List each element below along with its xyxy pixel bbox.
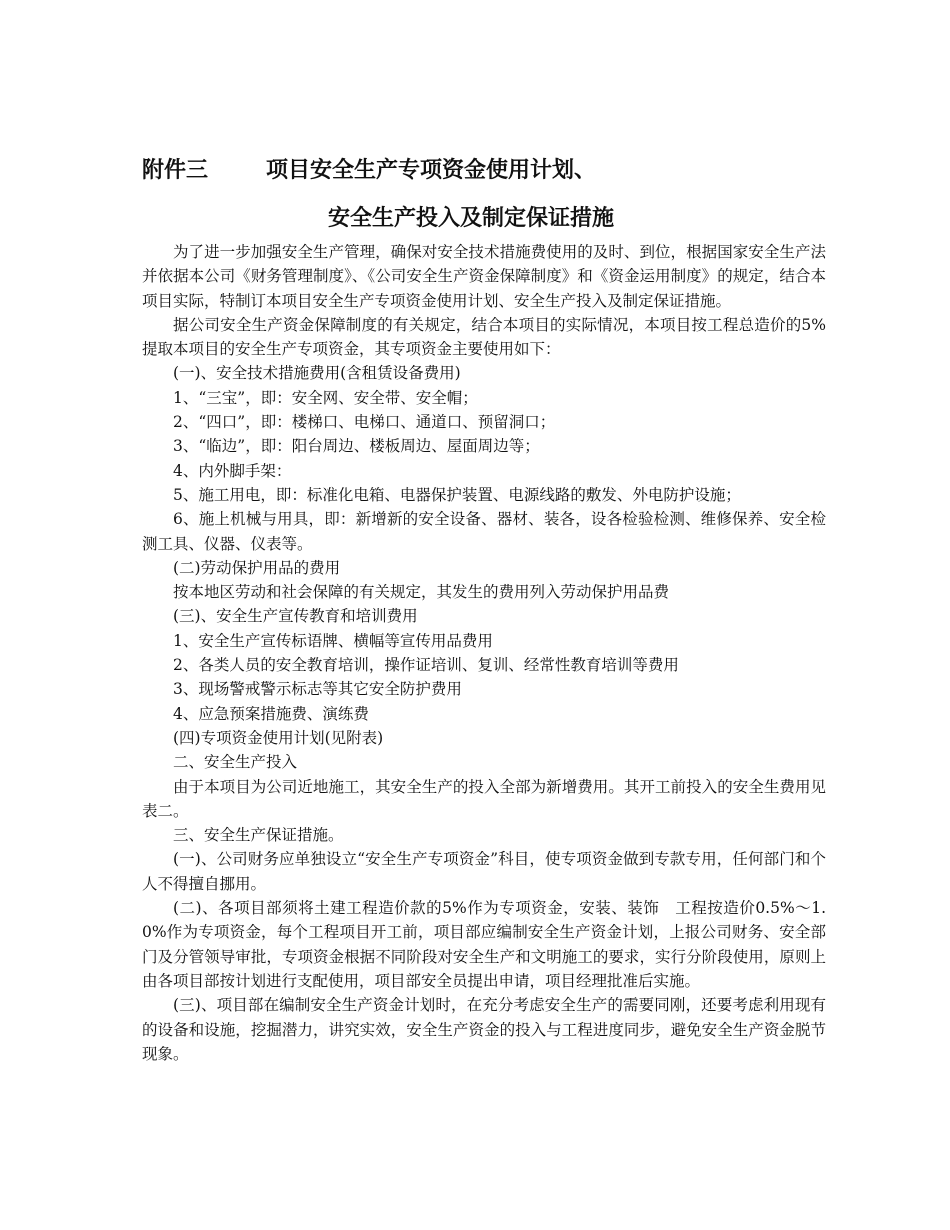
title-line-1: 项目安全生产专项资金使用计划、 bbox=[266, 158, 597, 183]
list-item: 6、施上机械与用具，即：新增新的安全设备、器材、装各，设各检验检测、维修保养、安全检测工具、仪器、仪表等。 bbox=[142, 510, 826, 553]
paragraph-funding-basis: 据公司安全生产资金保障制度的有关规定，结合本项目的实际情况，本项目按工程总造价的5%提取本项目的安全生产专项资金，其专项资金主要使用如下： bbox=[142, 315, 826, 359]
paragraph: 按本地区劳动和社会保障的有关规定，其发生的费用列入劳动保护用品费 bbox=[173, 583, 670, 602]
paragraph: (三)、项目部在编制安全生产资金计划时，在充分考虑安全生产的需要同刚，还要考虑利用现有的设备和设施，挖掘潜力，讲究实效，安全生产资金的投入与工程进度同步，避免安全生产资金脱节现象。 bbox=[142, 996, 826, 1063]
paragraph: (一)、公司财务应单独设立“安全生产专项资金”科目，使专项资金做到专款专用，任何部门和个人不得擅自挪用。 bbox=[142, 850, 826, 893]
list-item: 1、“三宝”，即：安全网、安全带、安全帽； bbox=[173, 388, 478, 407]
list-item: 3、“临边”，即：阳台周边、楼板周边、屋面周边等； bbox=[173, 437, 540, 456]
paragraph: (二)、各项目部须将土建工程造价款的5%作为专项资金，安装、装饰 工程按造价0.5%～1.0%作为专项资金，每个工程项目开工前，项目部应编制安全生产资金计划，上报公司财务、安全部门及分管领导审批，专项资金根据不同阶段对安全生产和文明施工的要求，实行分阶段使用，原则上由各项目部按计划进行支配使用，项目部安全员提出申请，项目经理批准后实施。 bbox=[142, 899, 826, 990]
paragraph-intro: 为了进一步加强安全生产管理，确保对安全技术措施费使用的及时、到位，根据国家安全生产法并依据本公司《财务管理制度》、《公司安全生产资金保障制度》和《资金运用制度》的规定，结合本项目实际，特制订本项目安全生产专项资金使用计划、安全生产投入及制定保证措施。 bbox=[142, 243, 826, 310]
list-item: 3、现场警戒警示标志等其它安全防护费用 bbox=[173, 680, 462, 699]
section-heading: (二)劳动保护用品的费用 bbox=[173, 558, 341, 577]
section-heading: 三、安全生产保证措施。 bbox=[173, 826, 344, 845]
list-item: 4、应急预案措施费、演练费 bbox=[173, 704, 369, 723]
section-heading: (三)、安全生产宣传教育和培训费用 bbox=[173, 607, 418, 626]
section-heading: 二、安全生产投入 bbox=[173, 753, 298, 772]
list-item: 5、施工用电，即：标准化电箱、电器保护装置、电源线路的敷发、外电防护设施； bbox=[173, 485, 741, 504]
list-item: 4、内外脚手架： bbox=[173, 461, 292, 480]
list-item: 1、安全生产宣传标语牌、横幅等宣传用品费用 bbox=[173, 631, 493, 650]
section-heading: (一)、安全技术措施费用(含租赁设备费用) bbox=[173, 364, 461, 383]
document-title bbox=[142, 156, 596, 186]
document-body bbox=[142, 240, 826, 1066]
section-heading: (四)专项资金使用计划(见附表) bbox=[173, 728, 384, 747]
list-item: 2、“四口”，即：楼梯口、电梯口、通道口、预留洞口； bbox=[173, 413, 556, 432]
title-line-2: 安全生产投入及制定保证措施 bbox=[328, 206, 615, 231]
title-label: 附件三 bbox=[142, 158, 209, 183]
paragraph: 由于本项目为公司近地施工，其安全生产的投入全部为新增费用。其开工前投入的安全生费用见表二。 bbox=[142, 777, 826, 820]
list-item: 2、各类人员的安全教育培训，操作证培训、复训、经常性教育培训等费用 bbox=[173, 656, 679, 675]
